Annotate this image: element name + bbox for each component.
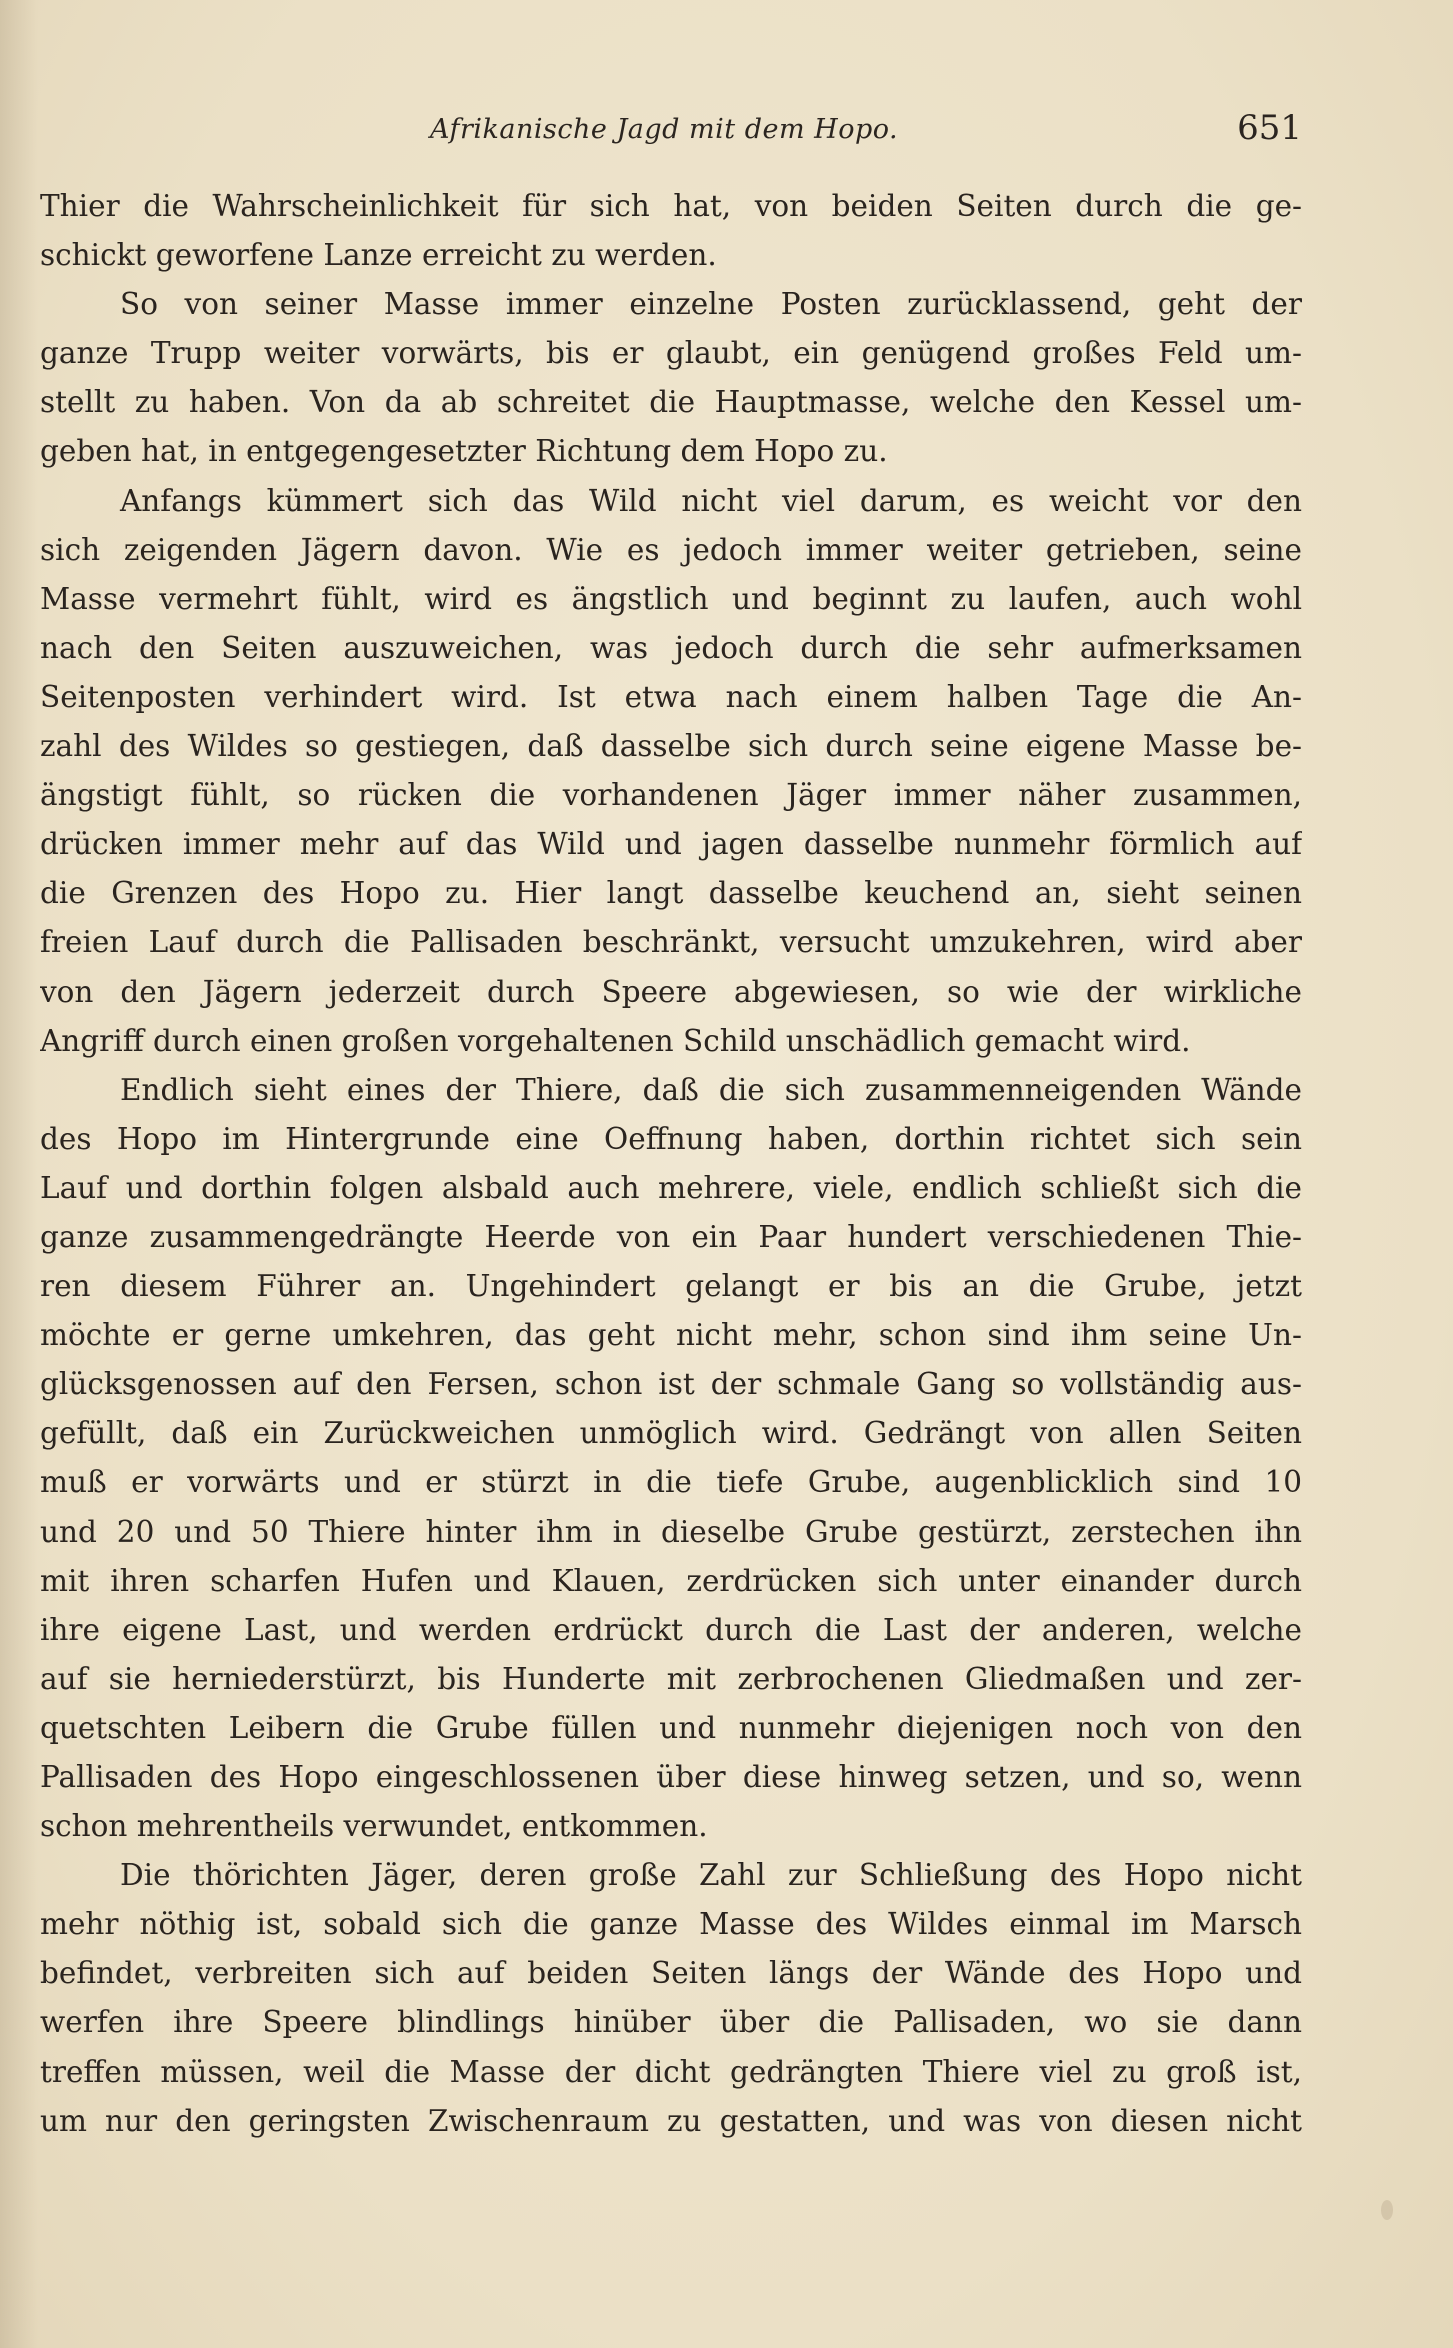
page-number: 651: [1237, 108, 1302, 148]
text-line: werfen ihre Speere blindlings hinüber über die Pallisaden, wo sie dann: [40, 2005, 1302, 2040]
text-line: mehr nöthig ist, sobald sich die ganze Masse des Wildes einmal im Marsch: [40, 1907, 1302, 1942]
text-line: treffen müssen, weil die Masse der dicht gedrängten Thiere viel zu groß ist,: [40, 2054, 1302, 2089]
text-line: Lauf und dorthin folgen alsbald auch mehrere, viele, endlich schließt sich die: [40, 1170, 1302, 1205]
body-text: [40, 182, 1302, 2146]
text-line: Anfangs kümmert sich das Wild nicht viel darum, es weicht vor den: [120, 483, 1302, 518]
text-line: stellt zu haben. Von da ab schreitet die Hauptmasse, welche den Kessel um-: [40, 385, 1302, 420]
text-line: Pallisaden des Hopo eingeschlossenen über diese hinweg setzen, und so, wenn: [40, 1760, 1302, 1794]
text-line: mit ihren scharfen Hufen und Klauen, zerdrücken sich unter einander durch: [40, 1563, 1302, 1598]
text-line: ganze Trupp weiter vorwärts, bis er glaubt, ein genügend großes Feld um-: [40, 336, 1302, 371]
text-line: quetschten Leibern die Grube füllen und nunmehr diejenigen noch von den: [40, 1710, 1302, 1745]
text-line: muß er vorwärts und er stürzt in die tiefe Grube, augenblicklich sind 10: [40, 1465, 1302, 1500]
text-line: Endlich sieht eines der Thiere, daß die sich zusammenneigenden Wände: [120, 1072, 1302, 1107]
paper-smudge: [1381, 2200, 1393, 2220]
text-line: ganze zusammengedrängte Heerde von ein Paar hundert verschiedenen Thie-: [40, 1219, 1302, 1254]
text-line: Seitenposten verhindert wird. Ist etwa nach einem halben Tage die An-: [40, 679, 1302, 714]
text-line: möchte er gerne umkehren, das geht nicht mehr, schon sind ihm seine Un-: [40, 1318, 1302, 1353]
text-line: des Hopo im Hintergrunde eine Oeffnung haben, dorthin richtet sich sein: [40, 1121, 1302, 1156]
text-line: befindet, verbreiten sich auf beiden Seiten längs der Wände des Hopo und: [40, 1956, 1302, 1991]
text-line: glücksgenossen auf den Fersen, schon ist der schmale Gang so vollständig aus-: [40, 1367, 1302, 1402]
text-line: ängstigt fühlt, so rücken die vorhandenen Jäger immer näher zusammen,: [40, 778, 1302, 813]
text-line: die Grenzen des Hopo zu. Hier langt dasselbe keuchend an, sieht seinen: [40, 876, 1302, 911]
text-line: ren diesem Führer an. Ungehindert gelangt er bis an die Grube, jetzt: [40, 1269, 1302, 1304]
text-line: So von seiner Masse immer einzelne Posten zurücklassend, geht der: [120, 287, 1302, 322]
text-line: nach den Seiten auszuweichen, was jedoch durch die sehr aufmerksamen: [40, 630, 1302, 665]
page-header: [40, 108, 1302, 158]
text-line: drücken immer mehr auf das Wild und jagen dasselbe nunmehr förmlich auf: [40, 827, 1302, 862]
text-line: von den Jägern jederzeit durch Speere abgewiesen, so wie der wirkliche: [40, 974, 1302, 1009]
text-line: zahl des Wildes so gestiegen, daß dasselbe sich durch seine eigene Masse be-: [40, 729, 1302, 764]
text-line: geben hat, in entgegengesetzter Richtung dem Hopo zu.: [40, 434, 888, 469]
text-line: freien Lauf durch die Pallisaden beschränkt, versucht umzukehren, wird aber: [40, 925, 1302, 960]
text-line: schon mehrentheils verwundet, entkommen.: [40, 1809, 708, 1844]
text-line: sich zeigenden Jägern davon. Wie es jedoch immer weiter getrieben, seine: [40, 532, 1302, 567]
text-line: auf sie herniederstürzt, bis Hunderte mit zerbrochenen Gliedmaßen und zer-: [40, 1661, 1302, 1696]
text-line: Angriff durch einen großen vorgehaltenen Schild unschädlich gemacht wird.: [40, 1023, 1191, 1058]
text-line: um nur den geringsten Zwischenraum zu gestatten, und was von diesen nicht: [40, 2103, 1302, 2138]
text-line: gefüllt, daß ein Zurückweichen unmöglich wird. Gedrängt von allen Seiten: [40, 1416, 1302, 1451]
text-line: und 20 und 50 Thiere hinter ihm in dieselbe Grube gestürzt, zerstechen ihn: [40, 1514, 1302, 1549]
text-line: Die thörichten Jäger, deren große Zahl zur Schließung des Hopo nicht: [120, 1858, 1302, 1893]
text-line: Thier die Wahrscheinlichkeit für sich hat, von beiden Seiten durch die ge-: [40, 189, 1302, 223]
text-line: ihre eigene Last, und werden erdrückt durch die Last der anderen, welche: [40, 1612, 1302, 1647]
text-line: Masse vermehrt fühlt, wird es ängstlich und beginnt zu laufen, auch wohl: [40, 581, 1302, 616]
text-line: schickt geworfene Lanze erreicht zu werden.: [40, 238, 717, 273]
running-title: Afrikanische Jagd mit dem Hopo.: [430, 114, 899, 145]
gutter-shadow: [0, 0, 38, 2348]
